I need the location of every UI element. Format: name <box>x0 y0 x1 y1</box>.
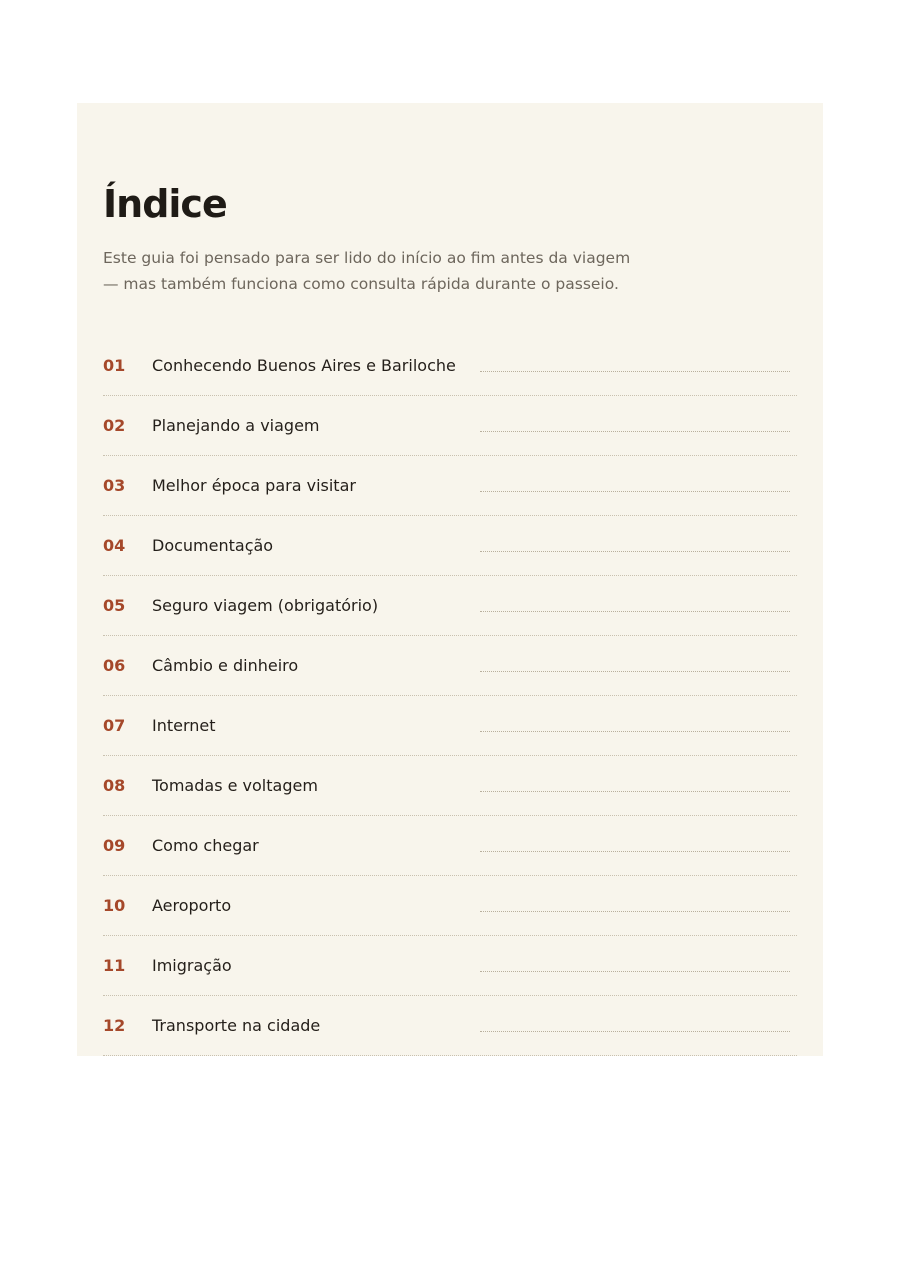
toc-number: 03 <box>103 476 126 495</box>
toc-label[interactable]: Imigração <box>152 956 232 975</box>
dot-leader <box>480 791 790 792</box>
toc-number: 05 <box>103 596 126 615</box>
toc-entry-09[interactable] <box>103 816 797 876</box>
toc-label[interactable]: Conhecendo Buenos Aires e Bariloche <box>152 356 456 375</box>
toc-label[interactable]: Tomadas e voltagem <box>152 776 318 795</box>
toc-label[interactable]: Melhor época para visitar <box>152 476 356 495</box>
dot-leader <box>480 491 790 492</box>
toc-number: 07 <box>103 716 126 735</box>
dot-leader <box>480 731 790 732</box>
toc-entry-11[interactable] <box>103 936 797 996</box>
toc-number: 12 <box>103 1016 126 1035</box>
toc-number: 02 <box>103 416 126 435</box>
toc-number: 10 <box>103 896 126 915</box>
toc-entry-12[interactable] <box>103 996 797 1056</box>
toc-label[interactable]: Planejando a viagem <box>152 416 320 435</box>
toc-entry-07[interactable] <box>103 696 797 756</box>
toc-number: 11 <box>103 956 126 975</box>
toc-entry-03[interactable] <box>103 456 797 516</box>
dot-leader <box>480 671 790 672</box>
toc-label[interactable]: Transporte na cidade <box>152 1016 321 1035</box>
dot-leader <box>480 1031 790 1032</box>
toc-number: 06 <box>103 656 126 675</box>
toc-entry-02[interactable] <box>103 396 797 456</box>
dot-leader <box>480 371 790 372</box>
toc-entry-10[interactable] <box>103 876 797 936</box>
toc-entry-01[interactable] <box>103 336 797 396</box>
page-title: Índice <box>103 182 227 226</box>
toc-number: 04 <box>103 536 126 555</box>
toc-label[interactable]: Como chegar <box>152 836 259 855</box>
toc-label[interactable]: Aeroporto <box>152 896 232 915</box>
intro-line: — mas também funciona como consulta rápida durante o passeio. <box>103 275 619 293</box>
toc-entry-06[interactable] <box>103 636 797 696</box>
intro-paragraph <box>103 245 663 297</box>
toc-label[interactable]: Seguro viagem (obrigatório) <box>152 596 379 615</box>
toc-number: 01 <box>103 356 126 375</box>
dot-leader <box>480 431 790 432</box>
toc-label[interactable]: Internet <box>152 716 216 735</box>
dot-leader <box>480 851 790 852</box>
toc-number: 09 <box>103 836 126 855</box>
toc-label[interactable]: Documentação <box>152 536 274 555</box>
toc-entry-05[interactable] <box>103 576 797 636</box>
toc-number: 08 <box>103 776 126 795</box>
dot-leader <box>480 551 790 552</box>
dot-leader <box>480 911 790 912</box>
dot-leader <box>480 611 790 612</box>
toc-label[interactable]: Câmbio e dinheiro <box>152 656 299 675</box>
intro-line: Este guia foi pensado para ser lido do início ao fim antes da viagem <box>103 249 631 267</box>
table-of-contents <box>103 336 797 1056</box>
toc-entry-08[interactable] <box>103 756 797 816</box>
toc-entry-04[interactable] <box>103 516 797 576</box>
dot-leader <box>480 971 790 972</box>
